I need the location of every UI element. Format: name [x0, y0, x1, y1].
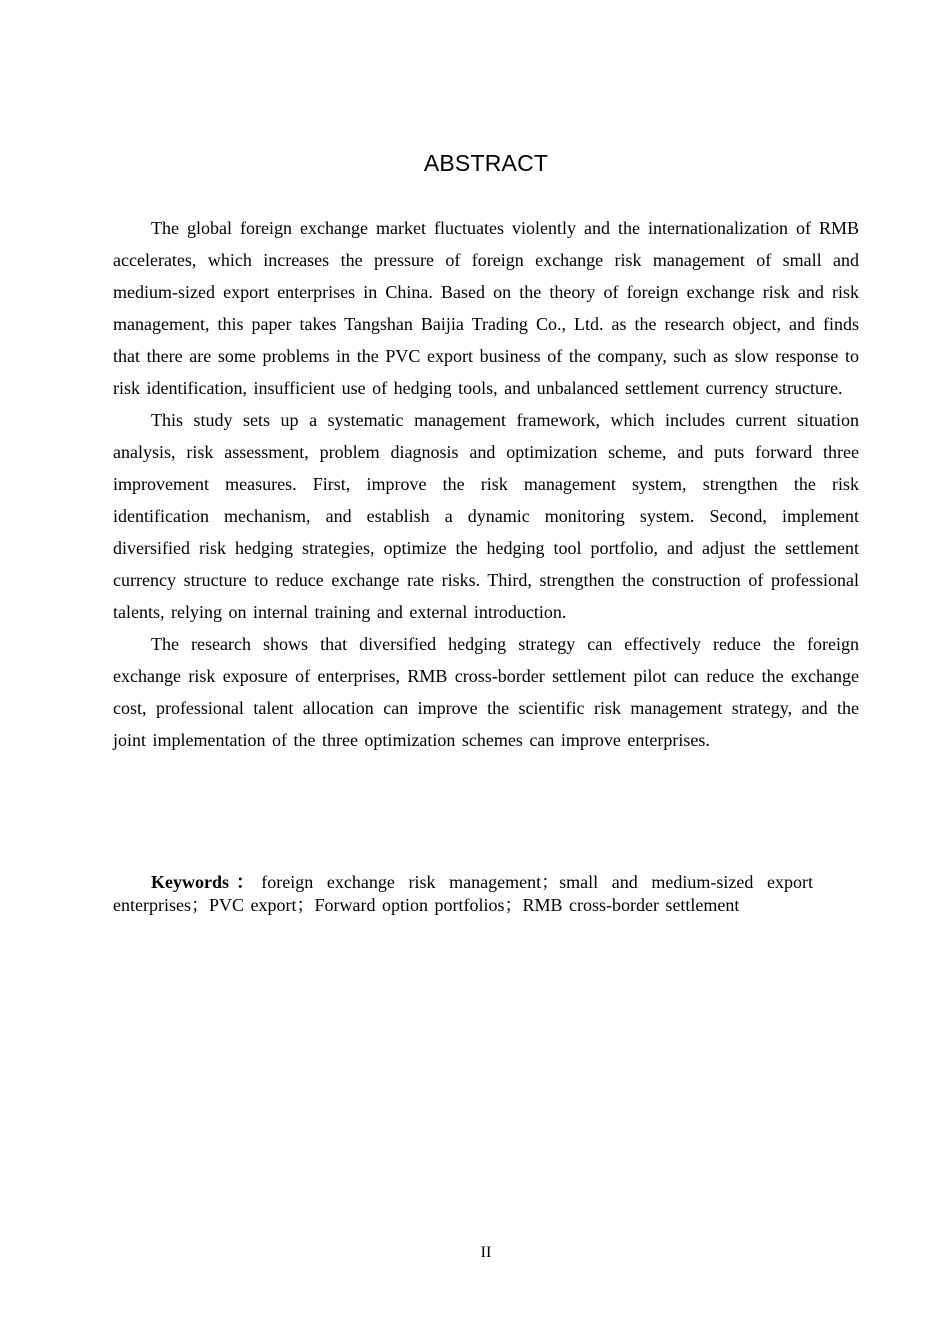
- abstract-title: ABSTRACT: [423, 150, 549, 176]
- abstract-paragraph-3: The research shows that diversified hedging strategy can effectively reduce the foreign exchange risk exposure of enterprises, RMB cross-border settlement pilot can reduce the exchange cost, professional talent allocation can improve the scientific risk management strategy, and the joint implementation of the three optimization schemes can improve enterprises.: [113, 634, 859, 750]
- abstract-body: [113, 212, 859, 756]
- page-number: II: [480, 1244, 492, 1261]
- abstract-paragraph-1: The global foreign exchange market fluctuates violently and the internationalization of RMB accelerates, which increases the pressure of foreign exchange risk management of small and medium-sized export enterprises in China. Based on the theory of foreign exchange risk and risk management, this paper takes Tangshan Baijia Trading Co., Ltd. as the research object, and finds that there are some problems in the PVC export business of the company, such as slow response to risk identification, insufficient use of hedging tools, and unbalanced settlement currency structure.: [113, 218, 859, 398]
- keywords-text: foreign exchange risk management；small and medium-sized export enterprises；PVC export；Forward option portfolios；RMB cross-border settlement: [113, 872, 814, 915]
- keywords-label: Keywords：: [151, 872, 262, 892]
- keywords-line: [113, 871, 813, 917]
- abstract-paragraph-2: This study sets up a systematic management framework, which includes current situation analysis, risk assessment, problem diagnosis and optimization scheme, and puts forward three improvement measures. First, improve the risk management system, strengthen the risk identification mechanism, and establish a dynamic monitoring system. Second, implement diversified risk hedging strategies, optimize the hedging tool portfolio, and adjust the settlement currency structure to reduce exchange rate risks. Third, strengthen the construction of professional talents, relying on internal training and external introduction.: [113, 410, 859, 622]
